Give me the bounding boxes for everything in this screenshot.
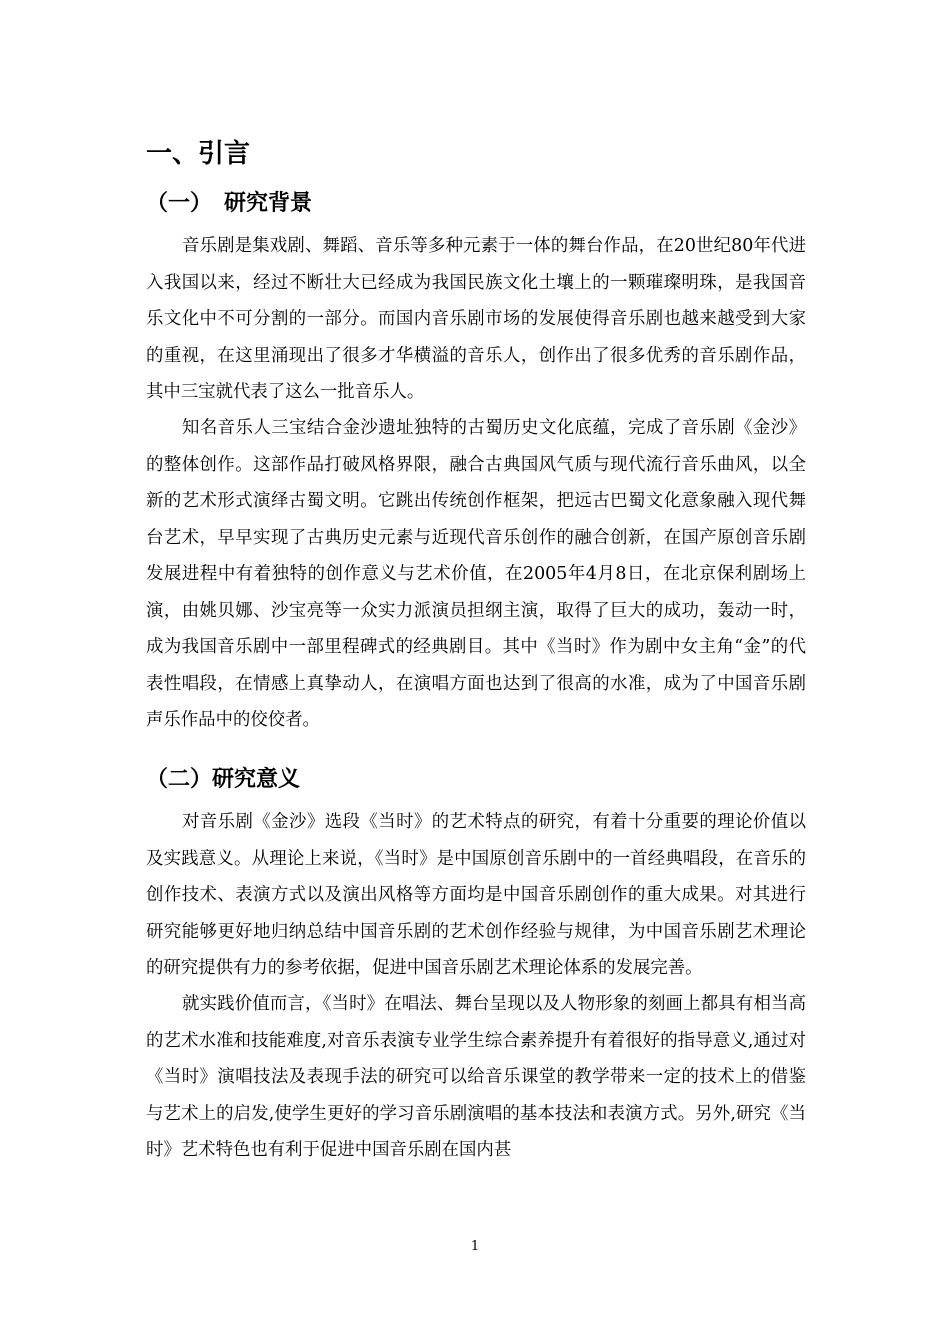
section-title: 研究意义 — [212, 767, 301, 792]
paragraph: 对音乐剧《金沙》选段《当时》的艺术特点的研究，有着十分重要的理论价值以及实践意义。从理论上来说，《当时》是中国原创音乐剧中的一首经典唱段，在音乐的创作技术、表演方式以及演出风格等方面均是中国音乐剧创作的重大成果。对其进行研究能够更好地归纳总结中国音乐剧的艺术创作经验与规律，为中国音乐剧艺术理论的研究提供有力的参考依据，促进中国音乐剧艺术理论体系的发展完善。 — [146, 812, 806, 978]
paragraph: 音乐剧是集戏剧、舞蹈、音乐等多种元素于一体的舞台作品，在20世纪80年代进入我国以来，经过不断壮大已经成为我国民族文化土壤上的一颗璀璨明珠，是我国音乐文化中不可分割的一部分。而国内音乐剧市场的发展使得音乐剧也越来越受到大家的重视，在这里涌现出了很多才华横溢的音乐人，创作出了很多优秀的音乐剧作品，其中三宝就代表了这么一批音乐人。 — [146, 236, 806, 402]
section-number: （一） — [146, 191, 213, 216]
section-heading-research-background — [146, 188, 312, 220]
section-heading-research-significance — [146, 764, 300, 796]
paragraph: 知名音乐人三宝结合金沙遗址独特的古蜀历史文化底蕴，完成了音乐剧《金沙》的整体创作。这部作品打破风格界限，融合古典国风气质与现代流行音乐曲风，以全新的艺术形式演绎古蜀文明。它跳出传统创作框架，把远古巴蜀文化意象融入现代舞台艺术，早早实现了古典历史元素与近现代音乐创作的融合创新，在国产原创音乐剧发展进程中有着独特的创作意义与艺术价值，在2005年4月8日，在北京保利剧场上演，由姚贝娜、沙宝亮等一众实力派演员担纲主演，取得了巨大的成功，轰动一时，成为我国音乐剧中一部里程碑式的经典剧目。其中《当时》作为剧中女主角“金”的代表性唱段，在情感上真挚动人，在演唱方面也达到了很高的水准，成为了中国音乐剧声乐作品中的佼佼者。 — [146, 418, 806, 730]
section-title: 研究背景 — [224, 191, 313, 216]
paragraph: 就实践价值而言，《当时》在唱法、舞台呈现以及人物形象的刻画上都具有相当高的艺术水准和技能难度,对音乐表演专业学生综合素养提升有着很好的指导意义,通过对《当时》演唱技法及表现手法的研究可以给音乐课堂的教学带来一定的技术上的借鉴与艺术上的启发,使学生更好的学习音乐剧演唱的基本技法和表演方式。另外,研究《当时》艺术特色也有利于促进中国音乐剧在国内甚 — [146, 994, 806, 1160]
section-number: （二） — [146, 767, 213, 792]
chapter-title: 一、引言 — [146, 139, 251, 169]
page-number: 1 — [470, 1239, 480, 1254]
